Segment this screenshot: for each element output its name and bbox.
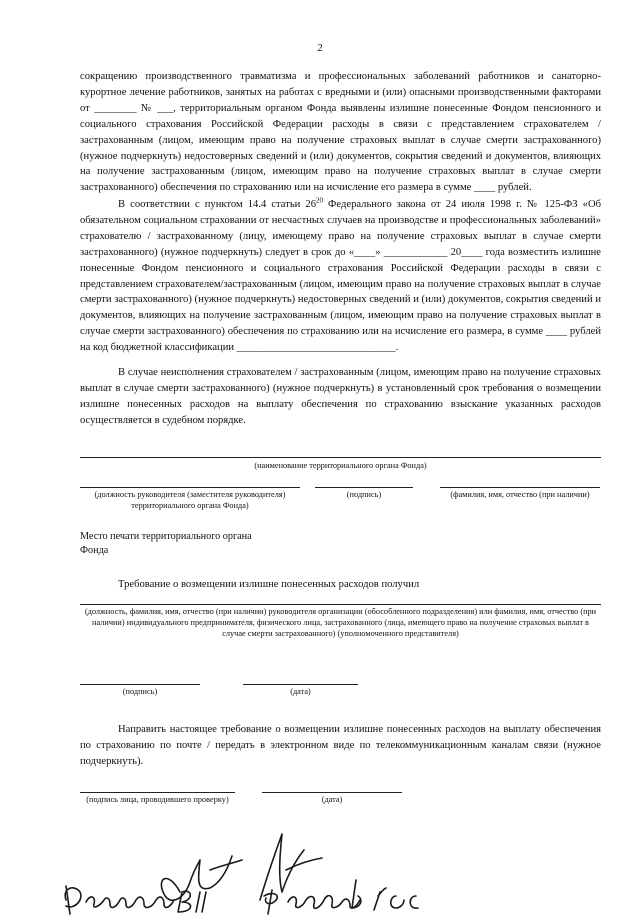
- received-heading: Требование о возмещении излишне понесенных расходов получил: [118, 579, 420, 590]
- page-number: 2: [317, 42, 323, 54]
- receiver-signature-line: [80, 684, 200, 685]
- head-fio-caption: (фамилия, имя, отчество (при наличии): [450, 490, 590, 499]
- seal-place: Место печати территориального органа Фонда: [80, 531, 252, 556]
- checker-signature-line: [80, 792, 235, 793]
- head-fio-line: [440, 487, 600, 488]
- paragraph-reimbursement-order: [80, 197, 601, 356]
- receiver-details-line: [80, 604, 601, 605]
- paragraph-court-recovery: В случае неисполнения страхователем / застрахованным (лицом, имеющим право на получение страховых выплат в случае смерти застрахованного) (нужное подчеркнуть) в установленный срок требования о возмещении излишне понесенных расходов на выплату обеспечения по страхованию взыскание указанных расходов осуществляется в судебном порядке.: [80, 367, 601, 426]
- handwritten-signatures: [60, 830, 520, 916]
- territorial-body-line: [80, 457, 601, 458]
- head-signature-caption: (подпись): [346, 490, 382, 499]
- reimbursement-order-text: Федерального закона от 24 июля 1998 г. № 125-ФЗ «Об обязательном социальном страховании от несчастных случаев на производстве и профессиональных заболеваний» страхователю / застрахованному (лицу, имеющему право на получение страховых выплат в случае смерти застрахованного) (нужное подчеркнуть) следует в срок до «____» ____________ 20____ года возместить излишне понесенные Фондом пенсионного и социального страхования Российской Федерации расходы в связи с представлением страхователем/застрахованным (лицом, имеющим право на получение страховых выплат в случае смерти застрахованного) (нужное подчеркнуть) недостоверных сведений и (или) документов, сокрытия сведений и документов, влияющих на получение застрахованным (лицом, имеющим право на получение страховых выплат в случае смерти застрахованного) обеспечения по страхованию или на исчисление его размера, в сумме ____ рублей на код бюджетной классификации ______________________________.: [80, 199, 601, 354]
- receiver-signature-caption: (подпись): [122, 687, 158, 696]
- paragraph-delivery: Направить настоящее требование о возмещении излишне понесенных расходов на выплату обеспечения по страхованию по почте / передать в электронном виде по телекоммуникационным каналам связи (нужное подчеркнуть).: [80, 724, 601, 767]
- law-article-superscript: 20: [316, 196, 323, 205]
- checker-signature-caption: (подпись лица, проводившего проверку): [86, 795, 229, 804]
- paragraph-findings: сокращению производственного травматизма и профессиональных заболеваний работников и санаторно-курортное лечение работников, занятых на работах с вредными и (или) опасными производственными факторами от ________ № ___, территориальным органом Фонда выявлены излишне понесенные Фондом пенсионного и социального страхования Российской Федерации расходы в связи с представлением страхователем / застрахованным (лицом, имеющим право на получение страховых выплат в случае смерти застрахованного) (нужное подчеркнуть) недостоверных сведений и (или) документов, сокрытия сведений и документов, влияющих на получение застрахованным (лицом, имеющим право на получение страховых выплат в случае смерти застрахованного) обеспечения по страхованию или на исчисление его размера в сумме ____ рублей.: [80, 71, 601, 194]
- head-position-line: [80, 487, 300, 488]
- checker-date-line: [262, 792, 402, 793]
- receiver-details-caption: (должность, фамилия, имя, отчество (при наличии) руководителя организации (обособленного подразделения) или фамилия, имя, отчество (при наличии) индивидуального предпринимателя, физического лица, застрахованного (лица, имеющего право на получение страховых выплат в случае смерти застрахованного) (уполномоченного представителя): [84, 607, 597, 638]
- receiver-date-line: [243, 684, 358, 685]
- receiver-date-caption: (дата): [290, 687, 311, 696]
- head-signature-line: [315, 487, 413, 488]
- territorial-body-caption: (наименование территориального органа Фонда): [254, 461, 427, 470]
- law-reference-lead: В соответствии с пунктом 14.4 статьи 26: [118, 199, 316, 210]
- checker-date-caption: (дата): [321, 795, 343, 804]
- head-position-caption: (должность руководителя (заместителя руководителя) территориального органа Фонда): [94, 490, 286, 510]
